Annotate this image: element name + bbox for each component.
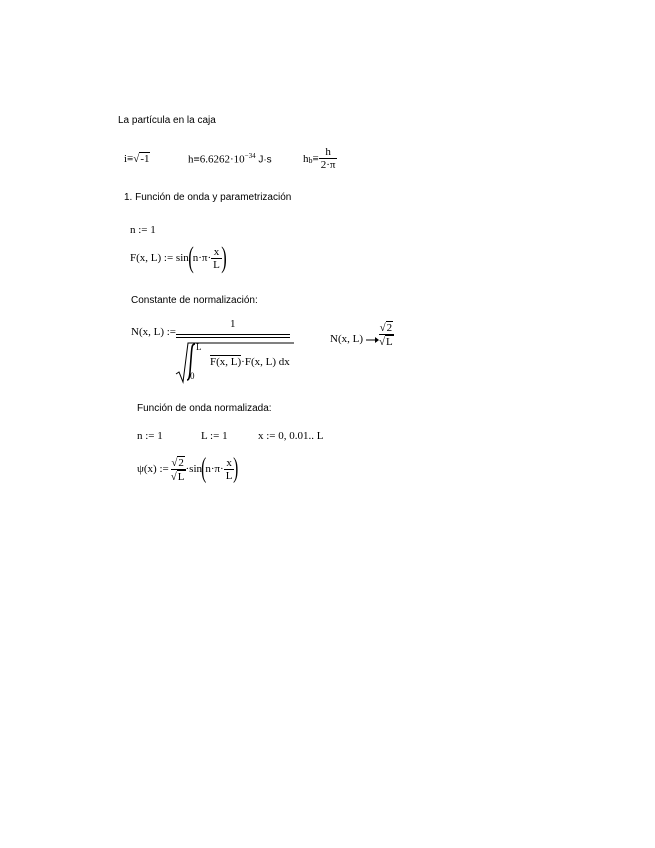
- psi-lhs: ψ(x) :=: [137, 463, 169, 475]
- arrow-right-icon: [366, 336, 380, 344]
- conjugate-F: F(x, L): [210, 356, 242, 368]
- section-1-heading: 1. Función de onda y parametrización: [124, 192, 292, 203]
- reduced-planck-definition[interactable]: [303, 146, 337, 171]
- psi-arg: n·π·: [205, 463, 224, 475]
- sqrt-sign-icon: √: [379, 336, 386, 348]
- normalized-heading: Función de onda normalizada:: [137, 403, 272, 414]
- N-numerator: 1: [230, 318, 236, 330]
- h-exponent: −34: [244, 152, 256, 160]
- n-assignment-2[interactable]: n := 1: [137, 430, 163, 442]
- integral-upper-limit: L: [196, 342, 202, 352]
- n-assignment[interactable]: n := 1: [130, 224, 156, 236]
- integral-lower-limit: 0: [190, 371, 195, 381]
- psi-coefficient: [171, 456, 186, 483]
- left-paren-icon: (: [188, 241, 194, 274]
- N-result-denominator: √L: [379, 336, 393, 348]
- left-paren-icon: (: [201, 453, 207, 484]
- sqrt-neg-one: [133, 152, 150, 165]
- F-denominator: L: [213, 258, 220, 271]
- N-lhs[interactable]: N(x, L) :=: [131, 326, 176, 338]
- F-numerator: x: [213, 245, 220, 258]
- hb-subscript: b: [308, 156, 313, 165]
- sqrt-sign-icon: √: [379, 322, 386, 334]
- sqrt-sign-icon: √: [170, 470, 177, 483]
- psi-frac-denominator: L: [225, 469, 233, 482]
- planck-constant-definition[interactable]: [188, 152, 272, 166]
- F-lhs: F(x, L) := sin: [130, 252, 189, 264]
- psi-sin: ·sin: [185, 463, 203, 475]
- imaginary-unit-definition[interactable]: [124, 152, 150, 165]
- page-title: La partícula en la caja: [118, 115, 216, 126]
- psi-frac-numerator: x: [226, 456, 232, 469]
- N-fraction-bar: [176, 334, 290, 338]
- sqrt-sign-icon: √: [171, 456, 178, 469]
- F-arg: n·π·: [192, 252, 212, 264]
- normalization-heading: Constante de normalización:: [131, 295, 258, 306]
- h-unit: J·s: [258, 154, 272, 166]
- right-paren-icon: ): [233, 453, 239, 484]
- N-result-fraction: [379, 321, 394, 348]
- hb-lhs: h: [303, 152, 309, 165]
- normalized-wavefunction[interactable]: [137, 455, 238, 483]
- h-def-label: h≡6.6262·10: [188, 153, 245, 166]
- hb-eq: ≡: [312, 152, 319, 165]
- integrand: [210, 356, 290, 368]
- N-result-numerator: √2: [379, 322, 393, 334]
- wavefunction-definition[interactable]: [130, 243, 226, 273]
- psi-denominator: √L: [170, 470, 185, 483]
- hb-fraction: [319, 146, 338, 171]
- integrand-rest: ·F(x, L) dx: [241, 356, 290, 368]
- hb-denominator: 2·π: [320, 159, 336, 171]
- psi-numerator: √2: [171, 456, 184, 469]
- i-def-label: i≡: [124, 153, 134, 165]
- N-result-lhs[interactable]: N(x, L): [330, 333, 363, 345]
- hb-numerator: h: [325, 146, 331, 158]
- sqrt-sign-icon: √: [133, 153, 140, 165]
- sqrt-radicand: -1: [140, 153, 150, 165]
- right-paren-icon: ): [221, 241, 227, 274]
- L-assignment[interactable]: L := 1: [201, 430, 228, 442]
- x-range-assignment[interactable]: x := 0, 0.01.. L: [258, 430, 324, 442]
